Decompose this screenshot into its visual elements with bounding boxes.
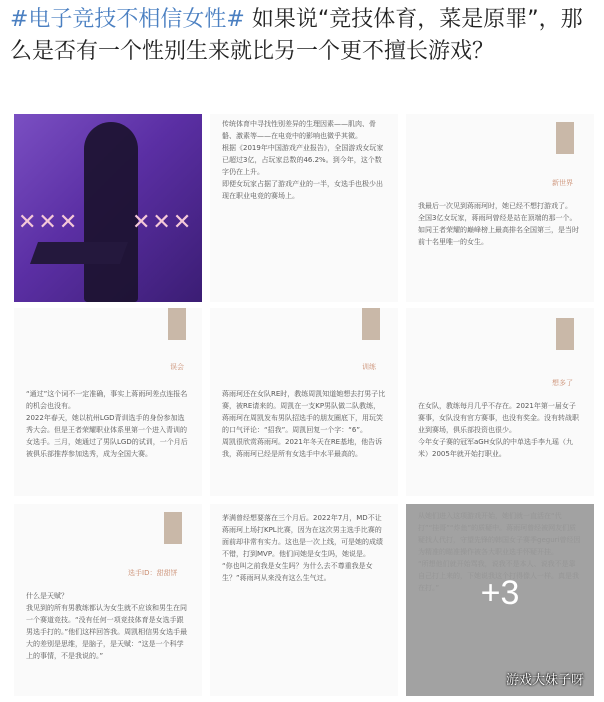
article-excerpt: 传统体育中寻找性别差异的生理因素——肌肉、骨骼、激素等——在电竞中的影响也微乎其微。 根据《2019年中国游戏产业报告》，全国游戏女玩家已超过3亿，占玩家总数的46.2%。到今年，这个数字仍在上升。 即便女玩家占据了游戏产业的一半，女选手也极少出现在职业电竞的赛场上。 bbox=[222, 120, 384, 200]
section-caption: 选手ID：甜甜饼 bbox=[128, 569, 178, 577]
section-caption: 新世界 bbox=[552, 179, 573, 187]
section-marker bbox=[164, 512, 182, 544]
section-caption: 训练 bbox=[362, 363, 376, 371]
keyboard-shape bbox=[30, 242, 128, 264]
silhouette-shape bbox=[84, 122, 138, 302]
gallery-image-9[interactable] bbox=[406, 504, 594, 696]
post-headline bbox=[10, 4, 598, 68]
gallery-image-5[interactable] bbox=[210, 308, 398, 496]
gallery-image-4[interactable] bbox=[14, 308, 202, 496]
article-excerpt: 我最后一次见到蒋雨珂时，她已经不想打游戏了。 全国3亿女玩家，蒋雨珂曾经是站在顶端的那一个。如同王者荣耀的巅峰榜上最高排名全国第三，是当时前十名里唯一的女生。 bbox=[418, 202, 579, 246]
gallery-image-2[interactable] bbox=[210, 114, 398, 302]
article-excerpt: 什么是天赋？ 我见到的所有男教练都认为女生就不应该和男生在同一个赛道竞技。“没有任何一项竞技体育是女选手跟男选手打的。”他们这样回答我。周凯相信男女选手最大的差别是思维，是脑子，是天赋：“这是一个科学上的事情，不是我说的。” bbox=[26, 592, 188, 660]
gallery-image-3[interactable] bbox=[406, 114, 594, 302]
gamer-girl-illustration bbox=[14, 114, 202, 302]
article-excerpt: 蒋雨珂还在女队RE时，教练周凯知道她想去打男子比赛，被RE请来的。周凯在一支KP男队做二队教练，蒋雨珂在周凯发布男队招选手的朋友圈底下，用玩笑的口气评论：“招我”。周凯回复一个字：“6”。 周凯很欣赏蒋雨珂。2021年冬天在RE基地，他告诉我，蒋雨珂已经是所有女选手中水平最高的。 bbox=[222, 390, 386, 458]
more-images-count[interactable]: +3 bbox=[480, 574, 520, 612]
article-excerpt: “通过”这个词不一定准确，事实上蒋雨珂差点连报名的机会也没有。 2022年春天，她以杭州LGD青训选手的身份参加选秀大会。但是王者荣耀职业体系里第一个进入青训的女选手。三月，她通过了男队LGD的试训，一个月后被俱乐部推荐参加选秀，成为全国大赛。 bbox=[26, 390, 188, 458]
hashtag-link[interactable]: #电子竞技不相信女性# bbox=[10, 7, 245, 32]
gallery-image-8[interactable] bbox=[210, 504, 398, 696]
section-marker bbox=[168, 308, 186, 340]
post-text: 如果说“竞技体育，菜是原罪”，那么是否有一个性别生来就比另一个更不擅长游戏？ bbox=[10, 7, 583, 64]
section-marker bbox=[362, 308, 380, 340]
gallery-image-1[interactable] bbox=[14, 114, 202, 302]
image-gallery bbox=[8, 108, 598, 698]
watermark-text: 游戏大妹子呀 bbox=[505, 673, 584, 688]
section-marker bbox=[556, 122, 574, 154]
pattern-decoration: ✕✕✕ bbox=[18, 210, 80, 235]
article-excerpt: 在女队，教练每月几乎不存在。2021年第一届女子赛事，女队没有官方赛事，也没有奖金。没有转战职业到赛场，俱乐部投资也很少。 今年女子赛的冠军aGH女队的中单选手李九瑶（九米）2005年就开始打职业。 bbox=[418, 402, 579, 458]
section-marker bbox=[556, 318, 574, 350]
section-caption: 想多了 bbox=[552, 379, 573, 387]
article-excerpt: 茅满曾经想要落在三个月后。2022年7月，MD不让蒋雨珂上场打KPL比赛，因为在这次男主选手比赛的面前却非常有实力。这也是一次上线，可是她的成绩不错，打到MVP。他们问她是女生吗，她说是。 “你也叫之前我是女生吗？为什么去不尊重我是女生？”蒋雨珂从来没有这么生气过。 bbox=[222, 514, 383, 582]
gallery-image-7[interactable] bbox=[14, 504, 202, 696]
pattern-decoration: ✕✕✕ bbox=[132, 210, 194, 235]
section-caption: 误会 bbox=[170, 363, 184, 371]
gallery-image-6[interactable] bbox=[406, 308, 594, 496]
